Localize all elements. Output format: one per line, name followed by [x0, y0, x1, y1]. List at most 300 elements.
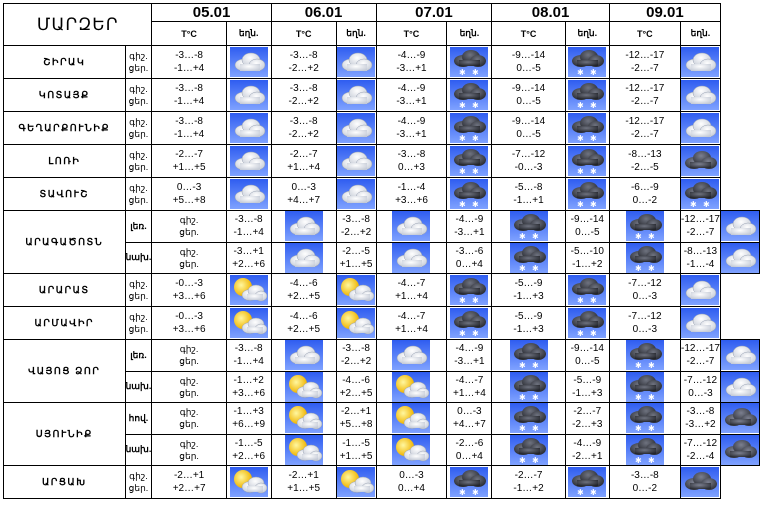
weather-cell	[226, 46, 271, 79]
sun-cloud-icon	[285, 435, 323, 465]
day-temp: -3…+2	[685, 419, 716, 431]
night-temp: -5…-9	[514, 278, 543, 289]
weather-cell	[492, 403, 565, 435]
weather-cell	[680, 274, 720, 307]
day-temp: +2…+5	[287, 291, 321, 302]
period-labels	[125, 145, 152, 178]
weather-cell	[447, 145, 492, 178]
night-label: գիշ.	[179, 344, 199, 355]
snow-cloud-icon	[450, 179, 488, 209]
day-temp: -2…+2	[340, 227, 372, 239]
night-temp: -4…-9	[397, 50, 426, 61]
weather-cell	[609, 211, 680, 243]
svg-text:✱: ✱	[577, 101, 584, 110]
svg-text:✱: ✱	[518, 232, 526, 242]
temperature-cell	[226, 371, 271, 403]
svg-text:✱: ✱	[531, 455, 539, 465]
weather-cell	[565, 307, 609, 340]
snow-cloud-icon	[510, 211, 548, 241]
weather-cell	[565, 274, 609, 307]
weather-cell	[492, 242, 565, 274]
svg-text:✱: ✱	[531, 424, 539, 434]
temperature-cell	[376, 79, 447, 112]
region-name: ԱՐՑԱԽ	[4, 466, 126, 499]
subregion-label: նախ.	[125, 434, 152, 466]
weather-cell	[721, 403, 760, 435]
sun-cloud-icon	[337, 275, 375, 305]
svg-text:✱: ✱	[459, 200, 467, 209]
night-temp: -3…-8	[397, 149, 426, 160]
day-temp: +2…+7	[172, 483, 206, 494]
snow-cloud-icon	[568, 308, 606, 338]
night-label: գիշ.	[179, 375, 199, 386]
night-temp: -9…-14	[511, 116, 546, 127]
svg-text:✱: ✱	[590, 296, 597, 305]
svg-text:✱: ✱	[703, 200, 711, 209]
weather-cell	[565, 79, 609, 112]
temperature-cell	[609, 145, 680, 178]
temperature-cell	[680, 242, 720, 274]
day-temp: 0…+3	[398, 162, 425, 173]
night-temp: -8…-13	[628, 149, 662, 160]
weather-cell	[609, 242, 680, 274]
temperature-cell	[152, 112, 226, 145]
day-temp: -2…-7	[630, 63, 659, 74]
night-temp: -0…-3	[175, 311, 203, 322]
day-temp: -2…+3	[572, 419, 603, 431]
temperature-cell	[680, 340, 720, 372]
temperature-cell	[565, 211, 609, 243]
night-temp: -3…-8	[630, 470, 659, 481]
svg-text:✱: ✱	[634, 361, 642, 371]
night-temp: -2…-6	[455, 437, 484, 449]
weather-cell	[447, 466, 492, 499]
temperature-cell	[565, 434, 609, 466]
period-labels	[125, 46, 152, 79]
svg-text:✱: ✱	[459, 296, 467, 305]
cloud-icon	[285, 211, 323, 241]
regions-header: ՄԱՐԶԵՐ	[4, 4, 152, 46]
night-temp: -12…-17	[625, 83, 665, 94]
night-temp: -2…-7	[573, 406, 602, 418]
weather-cell	[447, 79, 492, 112]
subregion-label: նախ.	[125, 242, 152, 274]
night-temp: -1…+3	[233, 406, 264, 418]
temperature-cell	[226, 211, 271, 243]
cloud-icon	[392, 340, 430, 370]
day-temp: +2…+6	[232, 450, 266, 462]
weather-cell	[680, 466, 720, 499]
snow-cloud-icon	[510, 435, 548, 465]
weather-cell	[271, 434, 336, 466]
day-temp: +2…+5	[339, 387, 373, 399]
night-label: գիշ.	[129, 183, 148, 193]
day-label: ցեր.	[128, 195, 149, 205]
night-temp: -3…-8	[342, 214, 370, 226]
day-temp: +1…+5	[287, 483, 321, 494]
day-temp: +4…+7	[452, 419, 486, 431]
weather-cell	[226, 307, 271, 340]
svg-text:✱: ✱	[577, 488, 584, 497]
forecast-body	[4, 4, 760, 499]
svg-text:✱: ✱	[459, 488, 467, 497]
night-temp: -7…-12	[628, 278, 662, 289]
region-name: ԱՐԱՐԱՏ	[4, 274, 126, 307]
snow-cloud-icon	[626, 340, 664, 370]
weather-cell	[680, 46, 720, 79]
svg-text:✱: ✱	[518, 361, 526, 371]
forecast-row	[4, 79, 760, 112]
temperature-cell	[492, 307, 565, 340]
subregion-label: նախ.	[125, 371, 152, 403]
weather-cell	[336, 79, 376, 112]
temperature-cell	[152, 46, 226, 79]
svg-text:✱: ✱	[590, 488, 597, 497]
night-temp: -5…-9	[514, 311, 543, 322]
region-name: ՏԱՎՈՒՇ	[4, 178, 126, 211]
weather-cell	[447, 307, 492, 340]
temperature-cell	[492, 112, 565, 145]
weather-cell	[226, 145, 271, 178]
day-temp: -2…-7	[630, 129, 659, 140]
weather-cell	[721, 371, 760, 403]
weather-cell	[336, 46, 376, 79]
night-temp: -12…-17	[625, 50, 665, 61]
day-label: ցեր.	[128, 324, 149, 334]
night-label: գիշ.	[129, 51, 148, 61]
weather-cell	[336, 178, 376, 211]
cloud-icon	[337, 80, 375, 110]
sun-cloud-icon	[230, 467, 268, 497]
weather-cell	[271, 340, 336, 372]
region-name: ԱՐՄԱՎԻՐ	[4, 307, 126, 340]
night-temp: -5…-8	[514, 182, 543, 193]
snow-cloud-icon	[568, 47, 606, 77]
temperature-cell	[492, 178, 565, 211]
temperature-cell	[336, 211, 376, 243]
temperature-cell	[565, 371, 609, 403]
night-temp: -7…-12	[628, 311, 662, 322]
cloud-icon	[230, 113, 268, 143]
weather-cell	[680, 178, 720, 211]
day-temp: -2…-7	[630, 96, 659, 107]
temperature-cell	[271, 307, 336, 340]
sun-cloud-icon	[230, 308, 268, 338]
day-temp: +2…+6	[232, 258, 266, 270]
day-temp: +3…+6	[172, 324, 206, 335]
region-name: ՎԱՅՈՑ ՁՈՐ	[4, 340, 126, 403]
day-temp: +1…+5	[172, 162, 206, 173]
temperature-cell	[492, 274, 565, 307]
day-temp: 0…+4	[398, 483, 425, 494]
temp-header: T°C	[376, 22, 447, 46]
night-temp: -6…-9	[630, 182, 659, 193]
day-temp: -2…-7	[686, 356, 715, 368]
day-temp: -2…+2	[288, 129, 319, 140]
dark-cloud-icon	[681, 467, 719, 497]
svg-text:✱: ✱	[472, 329, 480, 338]
temperature-cell	[271, 178, 336, 211]
date-header: 08.01	[492, 4, 609, 22]
night-label: գիշ.	[129, 117, 148, 127]
svg-text:✱: ✱	[459, 329, 467, 338]
night-temp: -2…+1	[173, 470, 205, 481]
subregion-group	[152, 403, 226, 435]
cloud-icon	[681, 80, 719, 110]
forecast-row	[4, 178, 760, 211]
day-label: ցեր.	[179, 450, 199, 461]
day-temp: +4…+7	[287, 195, 321, 206]
night-temp: -3…-8	[289, 83, 318, 94]
night-temp: -3…-8	[686, 406, 715, 418]
temperature-cell	[336, 340, 376, 372]
temperature-cell	[447, 403, 492, 435]
temperature-cell	[336, 242, 376, 274]
night-temp: -9…-14	[511, 50, 546, 61]
temperature-cell	[492, 466, 565, 499]
temperature-cell	[447, 434, 492, 466]
snow-cloud-icon	[568, 113, 606, 143]
svg-text:✱: ✱	[518, 455, 526, 465]
svg-text:✱: ✱	[459, 134, 467, 143]
night-temp: -2…-7	[289, 149, 318, 160]
day-temp: -1…-4	[686, 258, 715, 270]
svg-text:✱: ✱	[647, 392, 655, 402]
day-label: ցեր.	[179, 258, 199, 269]
temp-header: T°C	[271, 22, 336, 46]
night-label: գիշ.	[129, 312, 148, 322]
night-label: գիշ.	[179, 215, 199, 226]
night-temp: -4…-9	[397, 116, 426, 127]
day-temp: +5…+8	[339, 419, 373, 431]
weather-cell	[680, 112, 720, 145]
night-label: գիշ.	[179, 407, 199, 418]
svg-text:✱: ✱	[634, 455, 642, 465]
night-temp: -4…-9	[573, 437, 602, 449]
day-temp: -1…+3	[513, 291, 544, 302]
day-label: ցեր.	[128, 129, 149, 139]
region-name: ԿՈՏԱՅՔ	[4, 79, 126, 112]
day-temp: 0…-5	[516, 129, 541, 140]
period-labels	[125, 307, 152, 340]
weather-cell	[609, 371, 680, 403]
weather-cell	[336, 274, 376, 307]
night-temp: -4…-6	[342, 374, 370, 386]
cloud-icon	[337, 179, 375, 209]
temperature-cell	[609, 307, 680, 340]
svg-text:✱: ✱	[647, 361, 655, 371]
night-temp: -7…-12	[511, 149, 546, 160]
day-temp: -1…+2	[572, 258, 603, 270]
svg-text:✱: ✱	[647, 232, 655, 242]
svg-text:✱: ✱	[577, 200, 584, 209]
weather-header: եղն.	[565, 22, 609, 46]
night-temp: -4…-6	[289, 278, 318, 289]
weather-cell	[336, 466, 376, 499]
forecast-row	[4, 46, 760, 79]
temperature-cell	[152, 79, 226, 112]
temperature-cell	[492, 145, 565, 178]
svg-text:✱: ✱	[590, 101, 597, 110]
svg-text:✱: ✱	[690, 200, 698, 209]
dark-cloud-icon	[721, 435, 759, 465]
sun-cloud-icon	[285, 372, 323, 402]
cloud-icon	[337, 113, 375, 143]
svg-text:✱: ✱	[472, 200, 480, 209]
night-temp: -2…+1	[340, 406, 372, 418]
night-temp: -4…-9	[455, 343, 484, 355]
weather-cell	[376, 242, 447, 274]
night-label: գիշ.	[129, 84, 148, 94]
cloud-icon	[285, 340, 323, 370]
night-temp: -12…-17	[680, 214, 720, 226]
day-temp: -0…-3	[514, 162, 543, 173]
cloud-icon	[230, 80, 268, 110]
forecast-row	[4, 340, 760, 372]
cloud-icon	[230, 47, 268, 77]
temperature-cell	[226, 434, 271, 466]
day-temp: 0…-3	[688, 387, 713, 399]
snow-cloud-icon	[450, 47, 488, 77]
day-temp: -2…-4	[686, 450, 715, 462]
snow-cloud-icon	[626, 435, 664, 465]
day-temp: -3…+1	[396, 129, 427, 140]
snow-cloud-icon	[450, 308, 488, 338]
night-temp: -2…-7	[175, 149, 203, 160]
date-header: 05.01	[152, 4, 271, 22]
temperature-cell	[376, 274, 447, 307]
weather-cell	[226, 112, 271, 145]
day-temp: -1…+3	[513, 324, 544, 335]
weather-cell	[226, 178, 271, 211]
svg-text:✱: ✱	[577, 296, 584, 305]
region-name: ՍՅՈՒՆԻՔ	[4, 403, 126, 466]
weather-cell	[447, 112, 492, 145]
night-temp: -4…-9	[397, 83, 426, 94]
svg-text:✱: ✱	[472, 68, 480, 77]
night-label: գիշ.	[129, 471, 148, 481]
region-name: ԱՐԱԳԱԾՈՏՆ	[4, 211, 126, 274]
svg-text:✱: ✱	[472, 134, 480, 143]
day-temp: 0…-2	[632, 483, 658, 494]
night-temp: -7…-12	[683, 437, 718, 449]
weather-cell	[492, 434, 565, 466]
day-temp: 0…-5	[516, 96, 541, 107]
weather-cell	[721, 434, 760, 466]
temperature-cell	[226, 340, 271, 372]
temp-header: T°C	[492, 22, 565, 46]
period-labels	[125, 178, 152, 211]
temperature-cell	[680, 211, 720, 243]
period-labels	[125, 79, 152, 112]
svg-text:✱: ✱	[459, 167, 467, 176]
day-temp: 0…+4	[455, 258, 483, 270]
day-temp: -3…+1	[454, 356, 485, 368]
day-temp: 0…-5	[575, 356, 600, 368]
svg-text:✱: ✱	[577, 68, 584, 77]
svg-text:✱: ✱	[647, 455, 655, 465]
snow-cloud-icon	[626, 243, 664, 273]
day-temp: -3…+1	[396, 96, 427, 107]
day-temp: -3…+1	[396, 63, 427, 74]
night-temp: -3…-8	[342, 343, 370, 355]
svg-text:✱: ✱	[472, 101, 480, 110]
night-temp: -3…-8	[175, 116, 203, 127]
night-temp: -1…-5	[234, 437, 263, 449]
night-temp: -4…-6	[289, 311, 318, 322]
sun-cloud-icon	[337, 308, 375, 338]
temperature-cell	[565, 242, 609, 274]
temperature-cell	[271, 145, 336, 178]
temperature-cell	[609, 79, 680, 112]
night-label: գիշ.	[129, 150, 148, 160]
day-temp: 0…-3	[632, 324, 658, 335]
day-label: ցեր.	[128, 291, 149, 301]
temperature-cell	[271, 79, 336, 112]
svg-text:✱: ✱	[459, 101, 467, 110]
temperature-cell	[376, 145, 447, 178]
svg-text:✱: ✱	[590, 167, 597, 176]
svg-text:✱: ✱	[590, 200, 597, 209]
svg-text:✱: ✱	[518, 392, 526, 402]
night-label: գիշ.	[179, 246, 199, 257]
temperature-cell	[609, 178, 680, 211]
forecast-row	[4, 274, 760, 307]
night-temp: 0…-3	[291, 182, 316, 193]
night-temp: -3…-8	[234, 214, 263, 226]
day-temp: +1…+4	[287, 162, 321, 173]
day-temp: +5…+8	[172, 195, 206, 206]
snow-cloud-icon	[510, 243, 548, 273]
weather-header: եղն.	[336, 22, 376, 46]
snow-cloud-icon	[510, 403, 548, 433]
forecast-row	[4, 112, 760, 145]
weather-cell	[492, 340, 565, 372]
cloud-icon	[681, 275, 719, 305]
weather-cell	[492, 211, 565, 243]
snow-cloud-icon	[568, 467, 606, 497]
night-temp: -1…-4	[397, 182, 426, 193]
temperature-cell	[376, 466, 447, 499]
region-name: ԳԵՂԱՐՔՈՒՆԻՔ	[4, 112, 126, 145]
weather-cell	[226, 79, 271, 112]
temperature-cell	[271, 46, 336, 79]
day-temp: -1…+2	[513, 483, 544, 494]
night-temp: -9…-14	[570, 343, 604, 355]
day-temp: -1…+4	[173, 96, 205, 107]
period-labels	[125, 274, 152, 307]
svg-text:✱: ✱	[531, 263, 539, 273]
night-temp: -12…-17	[680, 343, 720, 355]
temperature-cell	[609, 466, 680, 499]
weather-cell	[271, 211, 336, 243]
night-temp: -3…-8	[289, 116, 318, 127]
night-temp: -3…+1	[233, 245, 264, 257]
weather-cell	[376, 371, 447, 403]
svg-text:✱: ✱	[590, 134, 597, 143]
temperature-cell	[152, 145, 226, 178]
sun-cloud-icon	[230, 275, 268, 305]
day-temp: +1…+4	[395, 291, 428, 302]
svg-text:✱: ✱	[531, 361, 539, 371]
day-temp: -1…+4	[233, 356, 264, 368]
day-temp: +6…+9	[232, 419, 266, 431]
snow-cloud-icon	[626, 211, 664, 241]
weather-header: եղն.	[680, 22, 720, 46]
temperature-cell	[680, 403, 720, 435]
cloud-icon	[337, 47, 375, 77]
snow-cloud-icon	[450, 80, 488, 110]
